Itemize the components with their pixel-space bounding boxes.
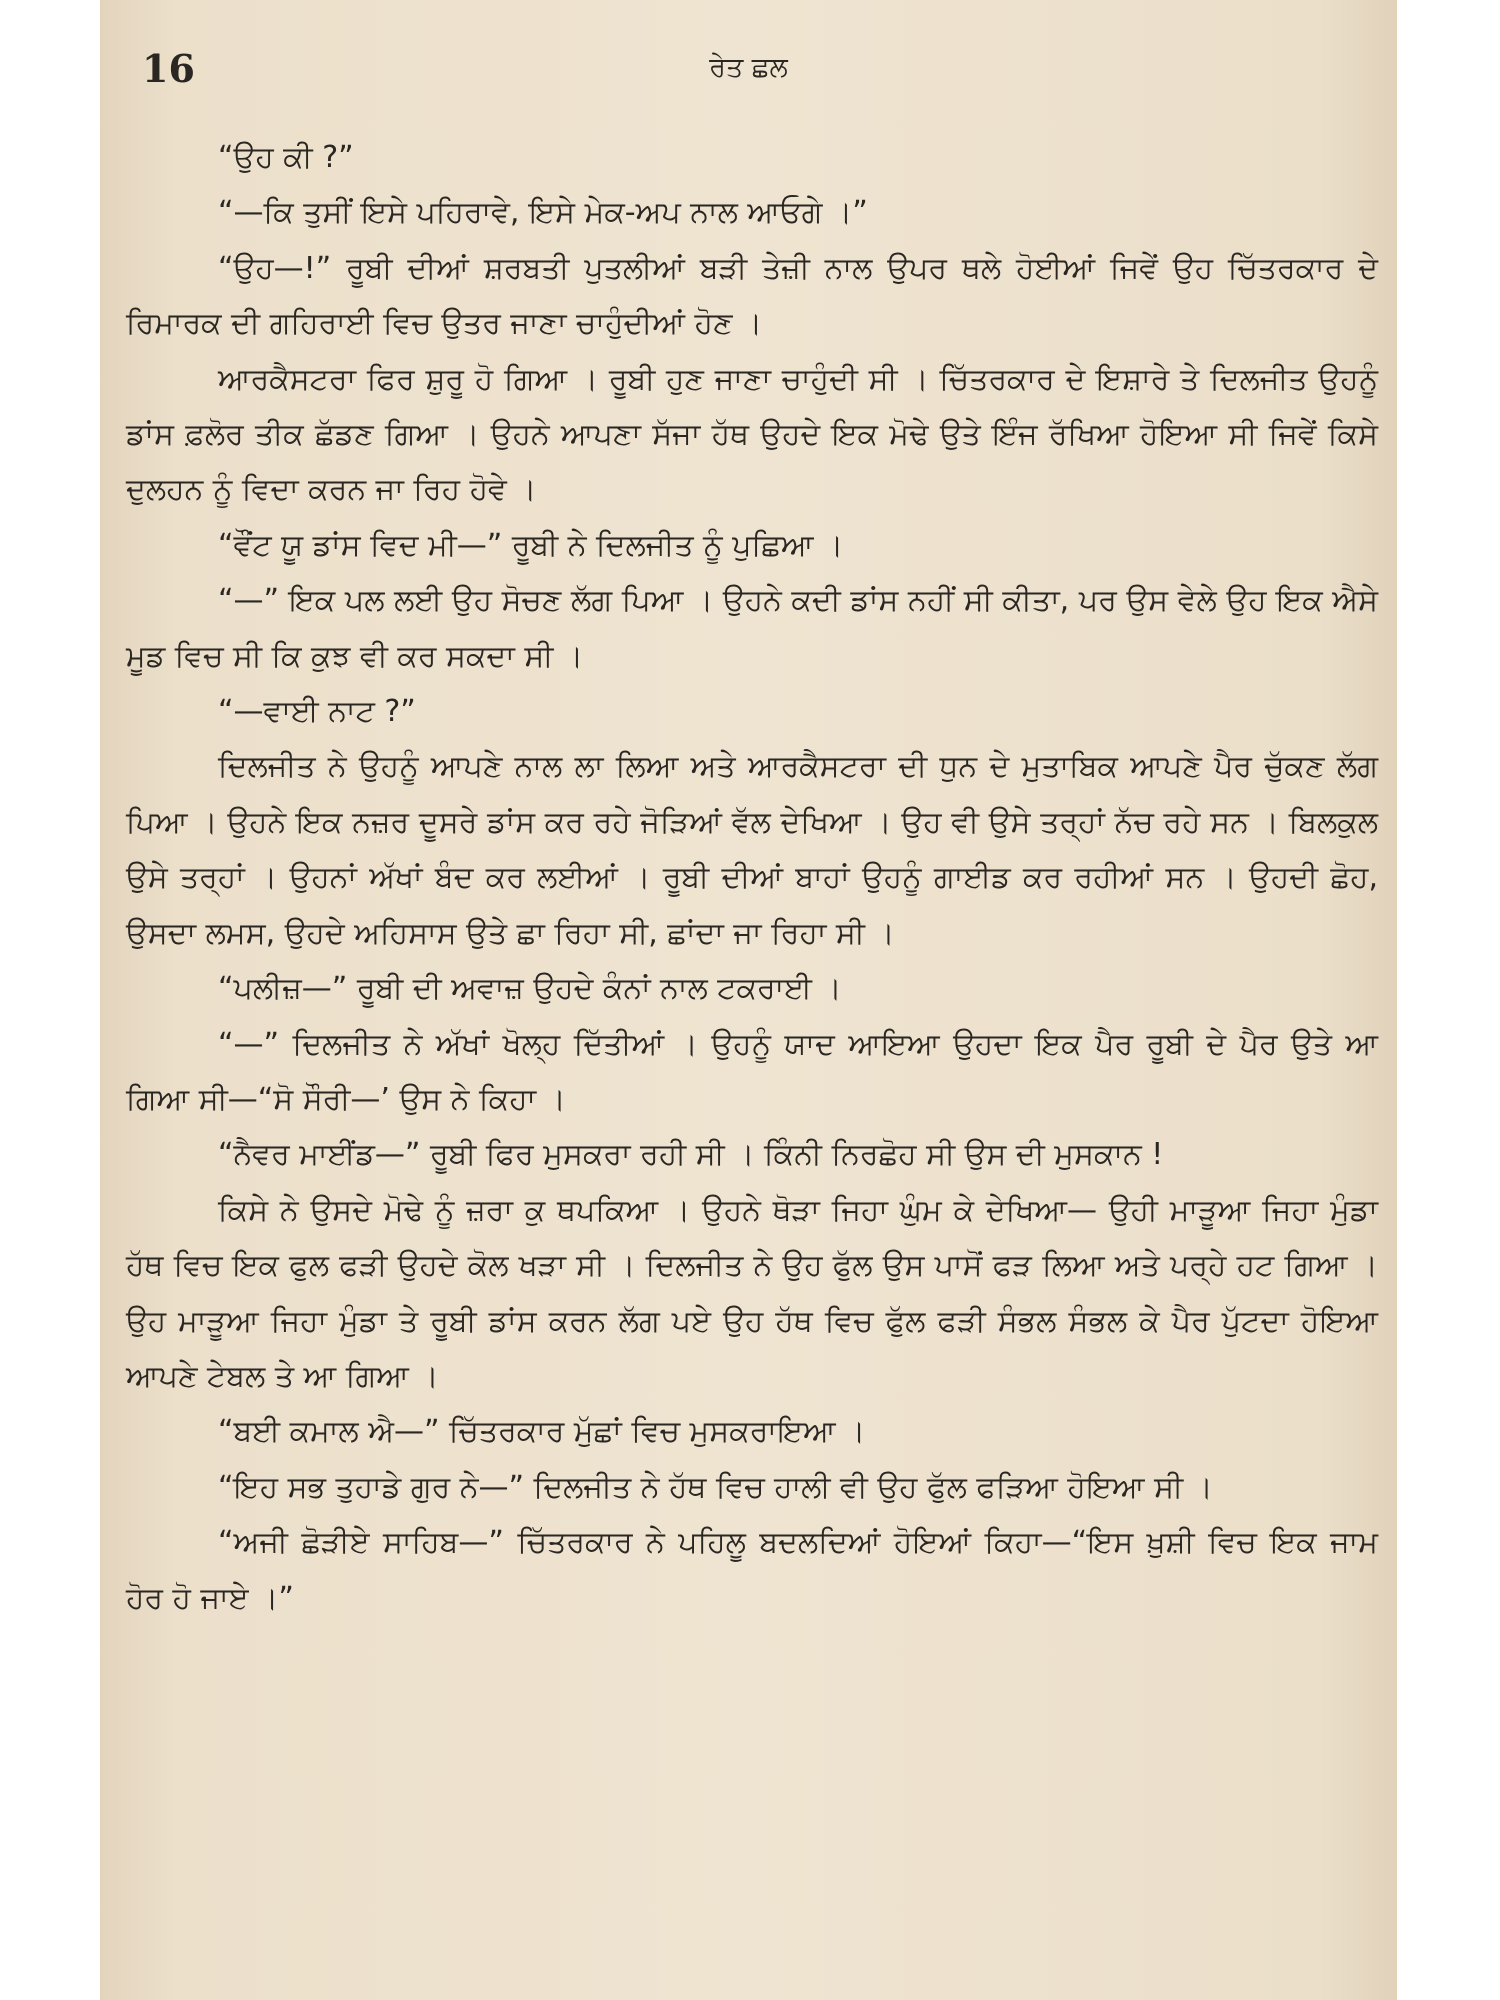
body-text <box>126 130 1378 1626</box>
paragraph: “—” ਦਿਲਜੀਤ ਨੇ ਅੱਖਾਂ ਖੋਲ੍ਹ ਦਿੱਤੀਆਂ । ਉਹਨੂੰ ਯਾਦ ਆਇਆ ਉਹਦਾ ਇਕ ਪੈਰ ਰੂਬੀ ਦੇ ਪੈਰ ਉਤੇ ਆ ਗਿਆ ਸੀ—“ਸੋ ਸੌਰੀ—’ ਉਸ ਨੇ ਕਿਹਾ । <box>126 1026 1378 1117</box>
paragraph: ਦਿਲਜੀਤ ਨੇ ਉਹਨੂੰ ਆਪਣੇ ਨਾਲ ਲਾ ਲਿਆ ਅਤੇ ਆਰਕੈਸਟਰਾ ਦੀ ਧੁਨ ਦੇ ਮੁਤਾਬਿਕ ਆਪਣੇ ਪੈਰ ਚੁੱਕਣ ਲੱਗ ਪਿਆ । ਉਹਨੇ ਇਕ ਨਜ਼ਰ ਦੂਸਰੇ ਡਾਂਸ ਕਰ ਰਹੇ ਜੋੜਿਆਂ ਵੱਲ ਦੇਖਿਆ । ਉਹ ਵੀ ਉਸੇ ਤਰ੍ਹਾਂ ਨੱਚ ਰਹੇ ਸਨ । ਬਿਲਕੁਲ ਉਸੇ ਤਰ੍ਹਾਂ । ਉਹਨਾਂ ਅੱਖਾਂ ਬੰਦ ਕਰ ਲਈਆਂ । ਰੂਬੀ ਦੀਆਂ ਬਾਹਾਂ ਉਹਨੂੰ ਗਾਈਡ ਕਰ ਰਹੀਆਂ ਸਨ । ਉਹਦੀ ਛੋਹ, ਉਸਦਾ ਲਮਸ, ਉਹਦੇ ਅਹਿਸਾਸ ਉਤੇ ਛਾ ਰਿਹਾ ਸੀ, ਛਾਂਦਾ ਜਾ ਰਿਹਾ ਸੀ । <box>126 749 1378 951</box>
paragraph: “ਬਈ ਕਮਾਲ ਐ—” ਚਿੱਤਰਕਾਰ ਮੁੱਛਾਂ ਵਿਚ ਮੁਸਕਰਾਇਆ । <box>218 1414 866 1450</box>
paragraph: ਆਰਕੈਸਟਰਾ ਫਿਰ ਸ਼ੁਰੂ ਹੋ ਗਿਆ । ਰੂਬੀ ਹੁਣ ਜਾਣਾ ਚਾਹੁੰਦੀ ਸੀ । ਚਿੱਤਰਕਾਰ ਦੇ ਇਸ਼ਾਰੇ ਤੇ ਦਿਲਜੀਤ ਉਹਨੂੰ ਡਾਂਸ ਫ਼ਲੋਰ ਤੀਕ ਛੱਡਣ ਗਿਆ । ਉਹਨੇ ਆਪਣਾ ਸੱਜਾ ਹੱਥ ਉਹਦੇ ਇਕ ਮੋਢੇ ਉਤੇ ਇੰਜ ਰੱਖਿਆ ਹੋਇਆ ਸੀ ਜਿਵੇਂ ਕਿਸੇ ਦੁਲਹਨ ਨੂੰ ਵਿਦਾ ਕਰਨ ਜਾ ਰਿਹ ਹੋਵੇ । <box>126 361 1378 508</box>
paragraph: “—” ਇਕ ਪਲ ਲਈ ਉਹ ਸੋਚਣ ਲੱਗ ਪਿਆ । ਉਹਨੇ ਕਦੀ ਡਾਂਸ ਨਹੀਂ ਸੀ ਕੀਤਾ, ਪਰ ਉਸ ਵੇਲੇ ਉਹ ਇਕ ਐਸੇ ਮੂਡ ਵਿਚ ਸੀ ਕਿ ਕੁਝ ਵੀ ਕਰ ਸਕਦਾ ਸੀ । <box>126 583 1378 674</box>
paragraph: “—ਕਿ ਤੁਸੀਂ ਇਸੇ ਪਹਿਰਾਵੇ, ਇਸੇ ਮੇਕ-ਅਪ ਨਾਲ ਆਓਗੇ ।” <box>218 195 868 231</box>
paragraph: “—ਵਾਈ ਨਾਟ ?” <box>218 694 416 730</box>
paragraph: “ਉਹ—!” ਰੂਬੀ ਦੀਆਂ ਸ਼ਰਬਤੀ ਪੁਤਲੀਆਂ ਬੜੀ ਤੇਜ਼ੀ ਨਾਲ ਉਪਰ ਥਲੇ ਹੋਈਆਂ ਜਿਵੇਂ ਉਹ ਚਿੱਤਰਕਾਰ ਦੇ ਰਿਮਾਰਕ ਦੀ ਗਹਿਰਾਈ ਵਿਚ ਉਤਰ ਜਾਣਾ ਚਾਹੁੰਦੀਆਂ ਹੋਣ । <box>126 250 1378 342</box>
paragraph: ਕਿਸੇ ਨੇ ਉਸਦੇ ਮੋਢੇ ਨੂੰ ਜ਼ਰਾ ਕੁ ਥਪਕਿਆ । ਉਹਨੇ ਥੋੜਾ ਜਿਹਾ ਘੁੰਮ ਕੇ ਦੇਖਿਆ— ਉਹੀ ਮਾੜੂਆ ਜਿਹਾ ਮੁੰਡਾ ਹੱਥ ਵਿਚ ਇਕ ਫੁਲ ਫੜੀ ਉਹਦੇ ਕੋਲ ਖੜਾ ਸੀ । ਦਿਲਜੀਤ ਨੇ ਉਹ ਫੁੱਲ ਉਸ ਪਾਸੋਂ ਫੜ ਲਿਆ ਅਤੇ ਪਰ੍ਹੇ ਹਟ ਗਿਆ । ਉਹ ਮਾੜੂਆ ਜਿਹਾ ਮੁੰਡਾ ਤੇ ਰੂਬੀ ਡਾਂਸ ਕਰਨ ਲੱਗ ਪਏ ਉਹ ਹੱਥ ਵਿਚ ਫੁੱਲ ਫੜੀ ਸੰਭਲ ਸੰਭਲ ਕੇ ਪੈਰ ਪੁੱਟਦਾ ਹੋਇਆ ਆਪਣੇ ਟੇਬਲ ਤੇ ਆ ਗਿਆ । <box>126 1192 1378 1394</box>
paragraph: “ਉਹ ਕੀ ?” <box>218 140 354 175</box>
paragraph: “ਨੈਵਰ ਮਾਈਂਡ—” ਰੂਬੀ ਫਿਰ ਮੁਸਕਰਾ ਰਹੀ ਸੀ । ਕਿੰਨੀ ਨਿਰਛੋਹ ਸੀ ਉਸ ਦੀ ਮੁਸਕਾਨ ! <box>218 1137 1164 1173</box>
paragraph: “ਵੌਂਟ ਯੂ ਡਾਂਸ ਵਿਦ ਮੀ—” ਰੂਬੀ ਨੇ ਦਿਲਜੀਤ ਨੂੰ ਪੁਛਿਆ । <box>218 527 844 563</box>
paragraph: “ਅਜੀ ਛੋੜੀਏ ਸਾਹਿਬ—” ਚਿੱਤਰਕਾਰ ਨੇ ਪਹਿਲੂ ਬਦਲਦਿਆਂ ਹੋਇਆਂ ਕਿਹਾ—“ਇਸ ਖ਼ੁਸ਼ੀ ਵਿਚ ਇਕ ਜਾਮ ਹੋਰ ਹੋ ਜਾਏ ।” <box>126 1525 1378 1616</box>
page-number: 16 <box>142 46 195 91</box>
paragraph: “ਪਲੀਜ਼—” ਰੂਬੀ ਦੀ ਅਵਾਜ਼ ਉਹਦੇ ਕੰਨਾਂ ਨਾਲ ਟਕਰਾਈ । <box>218 971 842 1007</box>
paragraph: “ਇਹ ਸਭ ਤੁਹਾਡੇ ਗੁਰ ਨੇ—” ਦਿਲਜੀਤ ਨੇ ਹੱਥ ਵਿਚ ਹਾਲੀ ਵੀ ਉਹ ਫੁੱਲ ਫੜਿਆ ਹੋਇਆ ਸੀ । <box>218 1469 1213 1505</box>
running-title: ਰੇਤ ਛਲ <box>709 52 788 83</box>
book-page <box>100 0 1397 2000</box>
